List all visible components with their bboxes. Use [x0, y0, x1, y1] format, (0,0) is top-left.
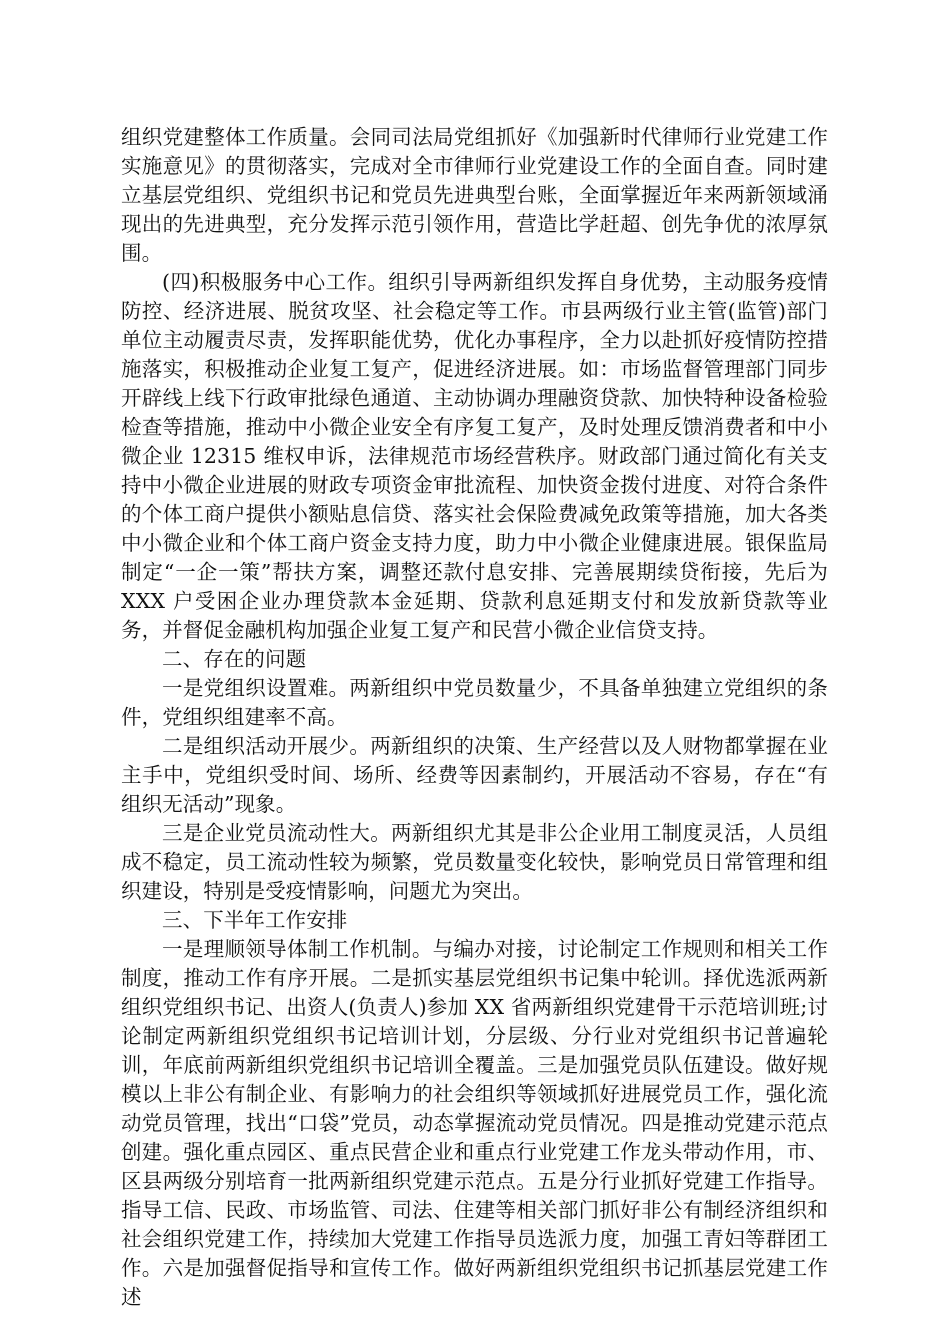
section-heading-problems: 二、存在的问题 [162, 647, 307, 671]
paragraph-continuation: 组织党建整体工作质量。会同司法局党组抓好《加强新时代律师行业党建工作实施意见》的贯彻落实，完成对全市律师行业党建设工作的全面自查。同时建立基层党组织、党组织书记和党员先进典型台账，全面掌握近年来两新领域涌现出的先进典型，充分发挥示范引领作用，营造比学赶超、创先争优的浓厚氛围。 [121, 125, 828, 265]
paragraph-problem-1: 一是党组织设置难。两新组织中党员数量少，不具备单独建立党组织的条件，党组织组建率不高。 [121, 676, 828, 729]
paragraph-problem-3: 三是企业党员流动性大。两新组织尤其是非公企业用工制度灵活，人员组成不稳定，员工流动性较为频繁，党员数量变化较快，影响党员日常管理和组织建设，特别是受疫情影响，问题尤为突出。 [121, 821, 828, 903]
paragraph-problem-2: 二是组织活动开展少。两新组织的决策、生产经营以及人财物都掌握在业主手中，党组织受时间、场所、经费等因素制约，开展活动不容易，存在“有组织无活动”现象。 [121, 734, 828, 816]
section-heading-plans: 三、下半年工作安排 [162, 908, 348, 932]
paragraph-plans: 一是理顺领导体制工作机制。与编办对接，讨论制定工作规则和相关工作制度，推动工作有序开展。二是抓实基层党组织书记集中轮训。择优选派两新组织党组织书记、出资人(负责人)参加 XX 省两新组织党建骨干示范培训班;讨论制定两新组织党组织书记培训计划，分层级、分行业对党组织书记普遍轮训，年底前两新组织党组织书记培训全覆盖。三是加强党员队伍建设。做好规模以上非公有制企业、有影响力的社会组织等领域抓好进展党员工作，强化流动党员管理，找出“口袋”党员，动态掌握流动党员情况。四是推动党建示范点创建。强化重点园区、重点民营企业和重点行业党建工作龙头带动作用，市、区县两级分别培育一批两新组织党建示范点。五是分行业抓好党建工作指导。指导工信、民政、市场监管、司法、住建等相关部门抓好非公有制经济组织和社会组织党建工作，持续加大党建工作指导员选派力度，加强工青妇等群团工作。六是加强督促指导和宣传工作。做好两新组织党组织书记抓基层党建工作述 [121, 937, 828, 1309]
document-body [121, 123, 828, 1312]
paragraph-serve-central-work: (四)积极服务中心工作。组织引导两新组织发挥自身优势，主动服务疫情防控、经济进展、脱贫攻坚、社会稳定等工作。市县两级行业主管(监管)部门单位主动履责尽责，发挥职能优势，优化办事程序，全力以赴抓好疫情防控措施落实，积极推动企业复工复产，促进经济进展。如：市场监督管理部门同步开辟线上线下行政审批绿色通道、主动协调办理融资贷款、加快特种设备检验检查等措施，推动中小微企业安全有序复工复产，及时处理反馈消费者和中小微企业 12315 维权申诉，法律规范市场经营秩序。财政部门通过简化有关支持中小微企业进展的财政专项资金审批流程、加快资金拨付进度、对符合条件的个体工商户提供小额贴息信贷、落实社会保险费减免政策等措施，加大各类中小微企业和个体工商户资金支持力度，助力中小微企业健康进展。银保监局制定“一企一策”帮扶方案，调整还款付息安排、完善展期续贷衔接，先后为 XXX 户受困企业办理贷款本金延期、贷款利息延期支付和发放新贷款等业务，并督促金融机构加强企业复工复产和民营小微企业信贷支持。 [121, 270, 828, 642]
